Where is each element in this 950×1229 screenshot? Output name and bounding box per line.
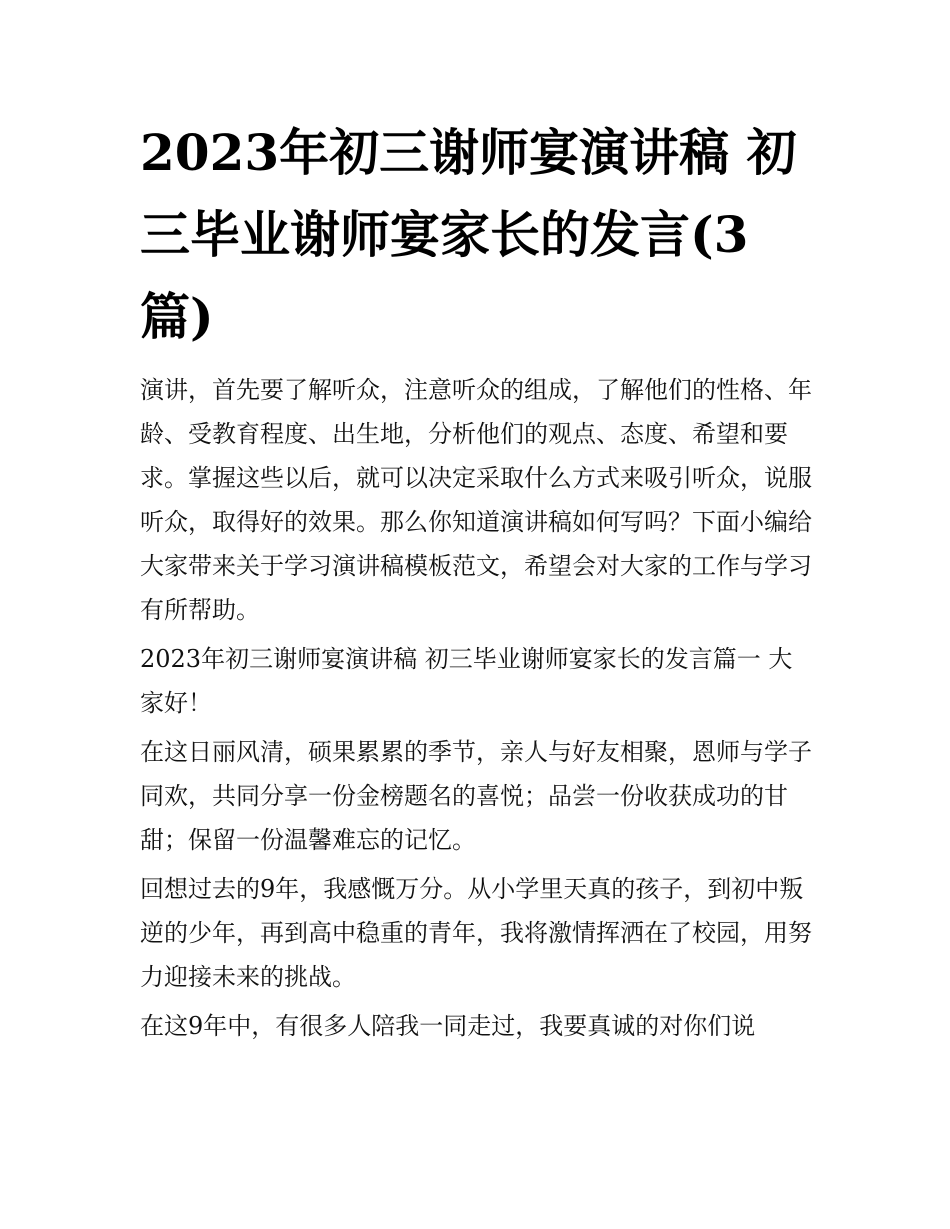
body-paragraph: 回想过去的9年，我感慨万分。从小学里天真的孩子，到初中叛逆的少年，再到高中稳重的青年，我将激情挥洒在了校园，用努力迎接未来的挑战。 (140, 875, 812, 991)
document-body (140, 112, 812, 1048)
document-title: 2023年初三谢师宴演讲稿 初三毕业谢师宴家长的发言(3篇) (140, 123, 797, 346)
body-paragraph: 在这日丽风清，硕果累累的季节，亲人与好友相聚，恩师与学子同欢，共同分享一份金榜题名的喜悦；品尝一份收获成功的甘甜；保留一份温馨难忘的记忆。 (140, 738, 812, 854)
intro-paragraph: 演讲，首先要了解听众，注意听众的组成，了解他们的性格、年龄、受教育程度、出生地，分析他们的观点、态度、希望和要求。掌握这些以后，就可以决定采取什么方式来吸引听众，说服听众，取得好的效果。那么你知道演讲稿如何写吗？下面小编给大家带来关于学习演讲稿模板范文，希望会对大家的工作与学习有所帮助。 (140, 376, 812, 624)
section-heading-paragraph: 2023年初三谢师宴演讲稿 初三毕业谢师宴家长的发言篇一 大家好！ (140, 645, 793, 717)
body-paragraph: 在这9年中，有很多人陪我一同走过，我要真诚的对你们说 (140, 1012, 756, 1040)
